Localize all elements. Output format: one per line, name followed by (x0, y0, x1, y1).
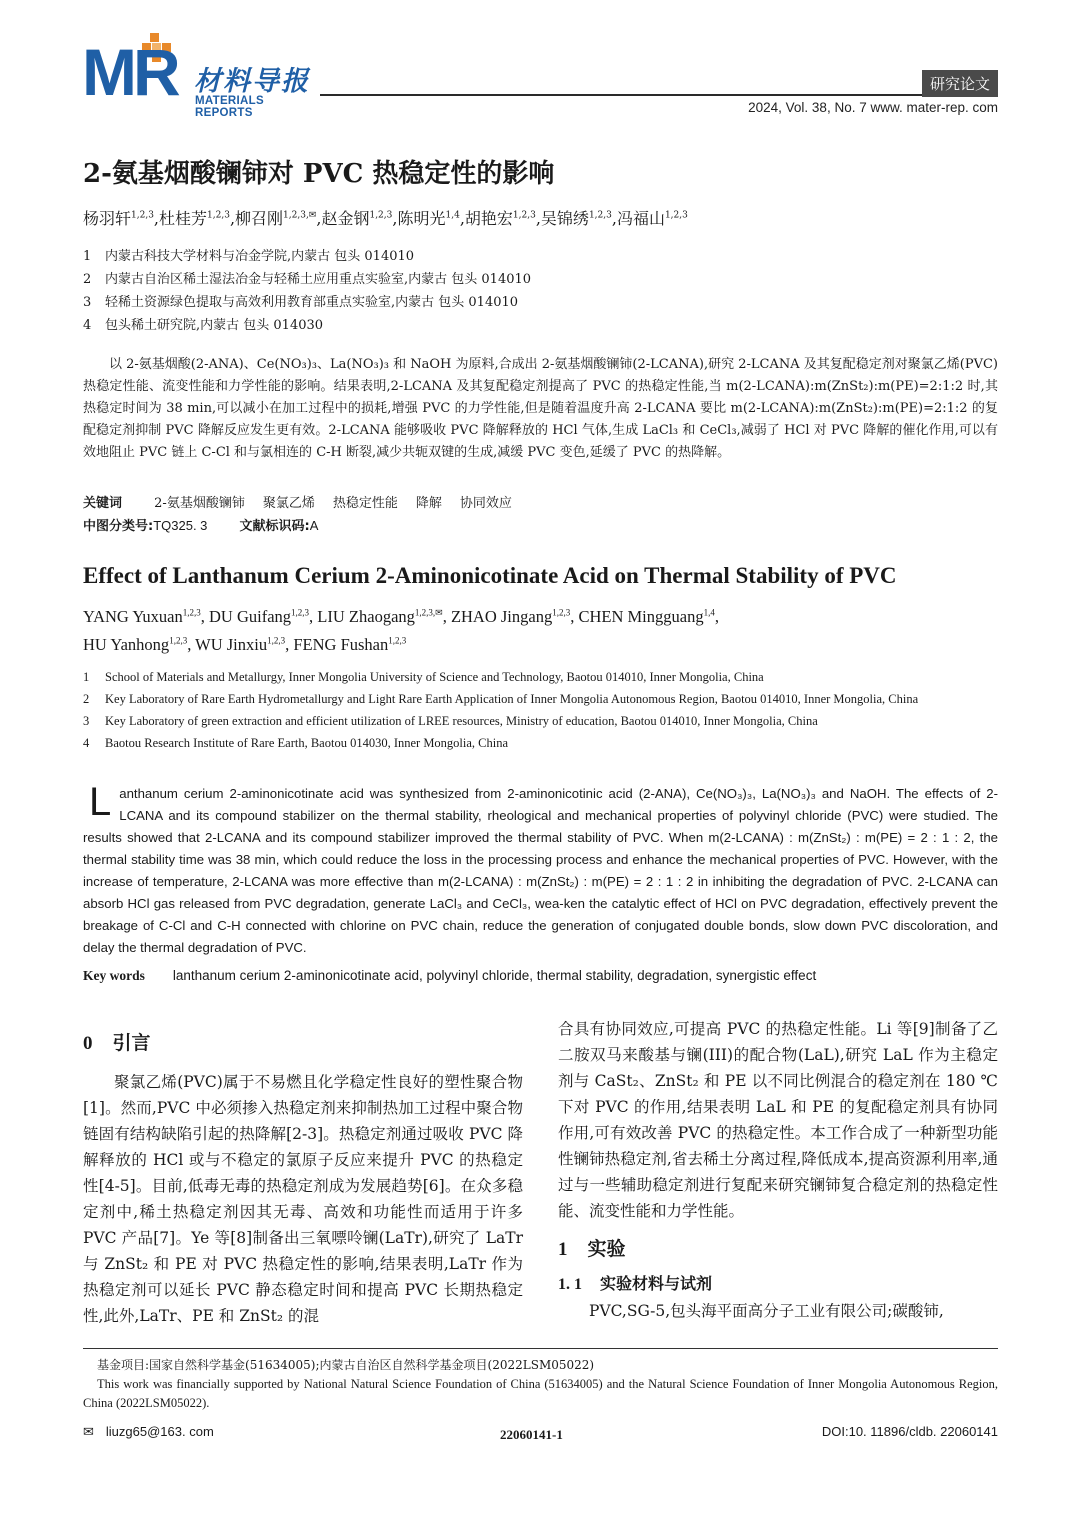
doc-code-value: A (309, 518, 319, 533)
abstract-cn: 以 2-氨基烟酸(2-ANA)、Ce(NO₃)₃、La(NO₃)₃ 和 NaOH 为原料,合成出 2-氨基烟酸镧铈(2-LCANA),研究 2-LCANA 及其复配稳定剂对聚氯乙烯(PVC)热稳定性能、流变性能和力学性能的影响。结果表明,2-LCANA 及其复配稳定剂提高了 PVC 的热稳定性能,当 m(2-LCANA):m(ZnSt₂):m(PE)=2:1:2 时,其热稳定时间为 38 min,可以减小在加工过程中的损耗,增强 PVC 的力学性能,但是随着温度升高 2-LCANA 要比 m(2-LCANA):m(ZnSt₂):m(PE)=2:1:2 的复配稳定剂抑制 PVC 降解反应发生更有效。2-LCANA 能够吸收 PVC 降解释放的 HCl 气体,生成 LaCl₃ 和 CeCl₃,减弱了 HCl 对 PVC 降解的催化作用,可以有效地阻止 PVC 链上 C-Cl 和与氯相连的 C-H 断裂,减少共轭双键的生成,减缓 PVC 变色,延缓了 PVC 的热降解。 (83, 357, 998, 460)
body-column-right (558, 1016, 998, 1324)
author (397, 209, 459, 228)
author-name: LIU Zhaogang (317, 607, 415, 626)
authors-en: YANG Yuxuan$^{1,2,3}$, DU Guifang$^{1,2,3}$, LIU Zhaogang$^{1,2,3,✉}$, ZHAO Jingang$^{1,2,3}$, CHEN Mingguang$^{1,4}$, HU Yanhong$^{1,2,3}$, WU Jinxiu$^{1,2,3}$, FENG Fushan$^{1,2,3}$ (83, 607, 719, 654)
author (195, 635, 285, 654)
funding-note (83, 1356, 998, 1413)
author (159, 209, 230, 228)
affiliation-text: 内蒙古科技大学材料与冶金学院,内蒙古 包头 014010 (105, 249, 415, 264)
intro-paragraph-right: 合具有协同效应,可提高 PVC 的热稳定性能。Li 等[9]制备了乙二胺双马来酸基与镧(III)的配合物(LaL),研究 LaL 作为主稳定剂与 CaSt₂、ZnSt₂ 和 PE 以不同比例混合的稳定剂在 180 ℃下对 PVC 的作用,结果表明 LaL 和 PE 的复配稳定剂具有协同作用,可有效改善 PVC 的热稳定性。本工作合成了一种新型功能性镧铈热稳定剂,省去稀土分离过程,降低成本,提高资源利用率,通过与一些辅助稳定剂进行复配来研究镧铈复合稳定剂的热稳定性能、流变性能和力学性能。 (558, 1020, 998, 1220)
affiliation-text: Baotou Research Institute of Rare Earth, Baotou 014030, Inner Mongolia, China (105, 736, 509, 750)
author-name: 柳召刚 (235, 209, 284, 228)
author-name: FENG Fushan (293, 635, 389, 654)
author-name: WU Jinxiu (195, 635, 268, 654)
affiliation-number: 4 (83, 318, 92, 333)
author-name: CHEN Mingguang (578, 607, 704, 626)
author (83, 607, 201, 626)
clc-label: 中图分类号: (83, 519, 154, 534)
author-affiliation-mark: 1,2,3,✉ (414, 607, 443, 618)
author-affiliation-mark: 1,2,3 (169, 635, 188, 646)
author-affiliation-mark: 1,2,3,✉ (283, 210, 317, 221)
author-name: 吴锦绣 (540, 209, 589, 228)
author-affiliation-mark: 1,2,3 (369, 210, 393, 221)
affiliation-number: 4 (83, 736, 90, 750)
affiliation-text: 轻稀土资源绿色提取与高效利用教育部重点实验室,内蒙古 包头 014010 (105, 295, 519, 310)
clc-value: TQ325. 3 (153, 518, 208, 533)
author-affiliation-mark: 1,2,3 (207, 210, 230, 221)
author-name: 胡艳宏 (464, 209, 513, 228)
funding-en: This work was financially supported by National Natural Science Foundation of China (51634005) and the Natural Science Foundation of Inner Mongolia Autonomous Region, China (2022LSM05022). (83, 1377, 998, 1410)
author-name: HU Yanhong (83, 635, 170, 654)
author (317, 607, 442, 626)
author (321, 209, 392, 228)
section-number: 0 (83, 1033, 93, 1054)
subsection-title: 实验材料与试剂 (600, 1274, 713, 1293)
authors-cn: 杨羽轩$^{1,2,3}$,杜桂芳$^{1,2,3}$,柳召刚$^{1,2,3,✉}$,赵金钢$^{1,2,3}$,陈明光$^{1,4}$,胡艳宏$^{1,2,3}$,吴锦绣$^{1,2,3}$,冯福山$^{1,2,3}$ (83, 209, 688, 228)
affiliation-number: 3 (83, 714, 90, 728)
intro-paragraph-left: 聚氯乙烯(PVC)属于不易燃且化学稳定性良好的塑性聚合物[1]。然而,PVC 中必须掺入热稳定剂来抑制热加工过程中聚合物链固有结构缺陷引起的热降解[2-3]。热稳定剂通过吸收 PVC 降解释放的 HCl 或与不稳定的氯原子反应来提升 PVC 的热稳定性[4-5]。目前,低毒无毒的热稳定剂成为发展趋势[6]。在众多稳定剂中,稀土热稳定剂因其无毒、高效和功能性而适用于许多 PVC 产品[7]。Ye 等[8]制备出三氧嘌呤镧(LaTr),研究了 LaTr 与 ZnSt₂ 和 PE 对 PVC 热稳定性的影响,结果表明,LaTr 作为热稳定剂可以延长 PVC 静态稳定时间和提高 PVC 长期热稳定性,此外,LaTr、PE 和 ZnSt₂ 的混 (83, 1073, 523, 1325)
author-name: YANG Yuxuan (83, 607, 183, 626)
section-title: 实验 (587, 1238, 626, 1260)
author-name: DU Guifang (209, 607, 292, 626)
body-column-left (83, 1030, 523, 1329)
doc-code-label: 文献标识码: (239, 519, 310, 534)
affiliation-item (83, 245, 531, 268)
email-text[interactable]: liuzg65@163. com (105, 1424, 214, 1439)
article-category-badge: 研究论文 (922, 70, 998, 97)
author-affiliation-mark: 1,2,3 (388, 635, 407, 646)
keyword: 热稳定性能 (332, 496, 398, 511)
author-affiliation-mark: 1,2,3 (291, 607, 310, 618)
author-affiliation-mark: 1,2,3 (512, 210, 536, 221)
affiliation-text: Key Laboratory of green extraction and efficient utilization of LREE resources, Ministry of education, Baotou 014010, Inner Mongolia, China (105, 714, 818, 728)
keywords-en (83, 968, 816, 984)
section-heading-0 (83, 1030, 523, 1057)
author (83, 635, 187, 654)
affiliation-text: 包头稀土研究院,内蒙古 包头 014030 (105, 318, 324, 333)
affiliation-number: 2 (83, 272, 92, 287)
author-affiliation-mark: 1,2,3 (552, 607, 571, 618)
author-affiliation-mark: 1,4 (445, 210, 460, 221)
keywords-cn (83, 492, 530, 511)
affiliations-cn (83, 245, 531, 337)
affiliation-number: 1 (83, 670, 90, 684)
page-identifier: 22060141-1 (500, 1427, 563, 1442)
subsection-number: 1. 1 (558, 1276, 582, 1293)
author (209, 607, 309, 626)
title-en: Effect of Lanthanum Cerium 2-Aminonicotinate Acid on Thermal Stability of PVC (83, 563, 897, 588)
affiliation-number: 2 (83, 692, 90, 706)
logo-cn-text: 材料导报 (194, 66, 310, 97)
author-name: 赵金钢 (321, 209, 370, 228)
section-heading-1 (558, 1236, 998, 1263)
affiliation-item (83, 268, 531, 291)
title-cn: 2-氨基烟酸镧铈对 PVC 热稳定性的影响 (83, 159, 555, 189)
section-title: 引言 (112, 1032, 151, 1054)
affiliation-item (83, 314, 531, 337)
author-affiliation-mark: 1,4 (703, 607, 715, 618)
keywords-cn-label: 关键词 (83, 496, 123, 511)
affiliation-number: 3 (83, 295, 92, 310)
affiliation-text: 内蒙古自治区稀土湿法冶金与轻稀土应用重点实验室,内蒙古 包头 014010 (105, 272, 532, 287)
subsection-heading-1-1 (558, 1271, 998, 1298)
affiliation-item (83, 710, 998, 732)
footnote-rule (83, 1348, 998, 1349)
author-name: 陈明光 (397, 209, 446, 228)
header-rule (320, 94, 998, 96)
abstract-dropcap: L (89, 780, 112, 824)
affiliation-text: School of Materials and Metallurgy, Inner Mongolia University of Science and Technology, Baotou 014010, Inner Mongolia, China (105, 670, 764, 684)
corresponding-email (83, 1424, 214, 1440)
author-name: 杨羽轩 (83, 209, 132, 228)
abstract-en-text: anthanum cerium 2-aminonicotinate acid was synthesized from 2-aminonicotinic acid (2-ANA), Ce(NO₃)₃, La(NO₃)₃ and NaOH. The effects of 2-LCANA and its compound stabilizer on the thermal stability, rheological and mechanical properties of polyvinyl chloride (PVC) were studied. The results showed that 2-LCANA and its compound stabilizer improved the thermal stability of PVC. When m(2-LCANA) : m(ZnSt₂) : m(PE) = 2 : 1 : 2, the thermal stability time was 38 min, which could reduce the loss in the processing process and enhance the mechanical properties of PVC. However, with the increase of temperature, 2-LCANA was more effective than m(2-LCANA) : m(ZnSt₂) : m(PE) = 2 : 1 : 2 in inhibiting the degradation of PVC. 2-LCANA can absorb HCl gas released from PVC degradation, generate LaCl₃ and CeCl₃, wea-ken the catalytic effect of HCl on PVC degradation, effectively prevent the breakage of C-Cl and C-H connected with chlorine on PVC chain, reduce the generation of conjugated double bonds, slow down PVC discoloration, and delay the thermal degradation of PVC. (83, 786, 998, 955)
keywords-en-text: lanthanum cerium 2-aminonicotinate acid, polyvinyl chloride, thermal stability, degradation, synergistic effect (172, 968, 817, 983)
affiliation-item (83, 666, 998, 688)
author (541, 209, 612, 228)
logo-mark: MR (82, 35, 177, 109)
logo-en-text: MATERIALS REPORTS (195, 95, 264, 119)
author-name: ZHAO Jingang (450, 607, 553, 626)
author-affiliation-mark: 1,2,3 (131, 210, 154, 221)
affiliation-item (83, 291, 531, 314)
author-name: 杜桂芳 (159, 209, 208, 228)
keywords-cn-items (154, 496, 530, 511)
author (578, 607, 714, 626)
abstract-en (83, 780, 998, 959)
author-name: 冯福山 (616, 209, 665, 228)
doi[interactable]: DOI:10. 11896/cldb. 22060141 (821, 1424, 998, 1439)
author-affiliation-mark: 1,2,3 (182, 607, 201, 618)
journal-logo (82, 33, 322, 118)
author (293, 635, 406, 654)
envelope-icon: ✉ (83, 1424, 94, 1439)
materials-paragraph: PVC,SG-5,包头海平面高分子工业有限公司;碳酸铈, (589, 1302, 944, 1320)
journal-info: 2024, Vol. 38, No. 7 www. mater-rep. com (748, 100, 998, 115)
author-affiliation-mark: 1,2,3 (267, 635, 286, 646)
affiliation-text: Key Laboratory of Rare Earth Hydrometallurgy and Light Rare Earth Application of Inner Mongolia Autonomous Region, Baotou 014010, Inner Mongolia, China (105, 692, 919, 706)
author-affiliation-mark: 1,2,3 (664, 210, 688, 221)
affiliations-en (83, 666, 998, 754)
keyword: 聚氯乙烯 (262, 496, 315, 511)
author (83, 209, 154, 228)
affiliation-item (83, 688, 998, 710)
author (465, 209, 536, 228)
keywords-en-label: Key words (83, 968, 145, 983)
classification (83, 515, 318, 534)
funding-cn: 基金项目:国家自然科学基金(51634005);内蒙古自治区自然科学基金项目(2022LSM05022) (97, 1358, 595, 1372)
author (617, 209, 688, 228)
section-number: 1 (558, 1239, 568, 1260)
author (235, 209, 316, 228)
affiliation-number: 1 (83, 249, 92, 264)
author (451, 607, 570, 626)
affiliation-item (83, 732, 998, 754)
keyword: 2-氨基烟酸镧铈 (154, 496, 245, 511)
keyword: 协同效应 (459, 496, 512, 511)
author-affiliation-mark: 1,2,3 (588, 210, 612, 221)
keyword: 降解 (415, 496, 442, 511)
